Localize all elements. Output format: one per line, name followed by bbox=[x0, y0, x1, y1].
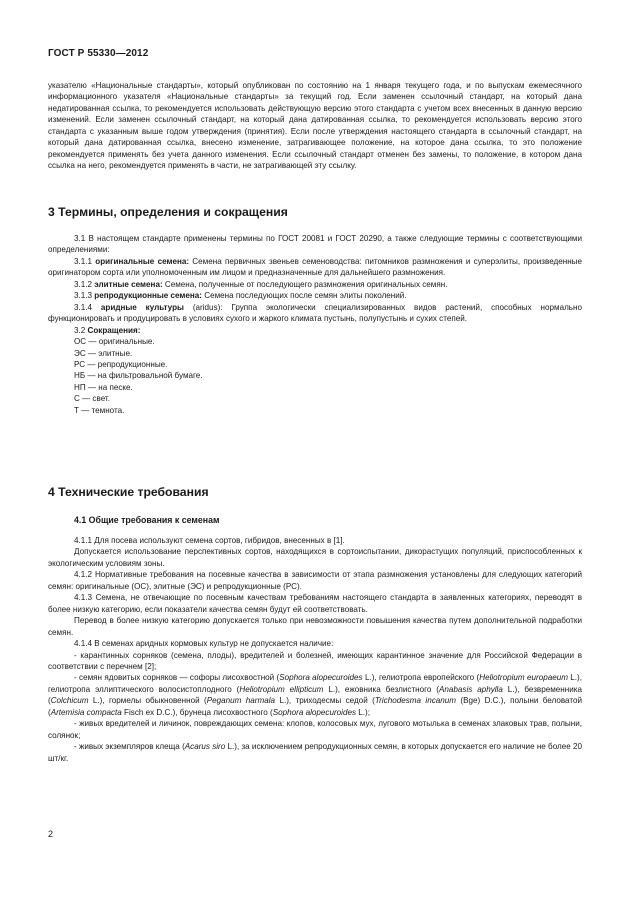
term-3-1-1 bbox=[48, 256, 582, 279]
latin-name: Heliotropium ellipticum bbox=[239, 684, 324, 694]
abbrev-item: Т — темнота. bbox=[74, 405, 125, 415]
text-run: L.), гелиотропа эллиптического волосистоплодного ( bbox=[48, 673, 582, 694]
list-item-mites bbox=[48, 741, 582, 764]
text-run: Fisch ex D.C.), брунеца лисохвостного ( bbox=[121, 707, 273, 717]
section-4-title-block bbox=[48, 485, 582, 499]
section-4-title: 4 Технические требования bbox=[48, 485, 209, 499]
text-run: L.), безвременника ( bbox=[48, 684, 582, 706]
latin-name: Colchicum bbox=[50, 696, 89, 706]
section-3-title-block bbox=[48, 205, 582, 219]
list-item-quarantine: - карантинных сорняков (семена, плоды), вредителей и болезней, имеющих карантинное значение для Российской Федерации в соответствии с перечнем [2]; bbox=[48, 650, 582, 671]
term-def: (aridus): Группа экологически специализированных видов растений, способных нормально функционировать и продуцировать в условиях сухого и жаркого климата пустынь, полупустынь и сухих степей. bbox=[48, 302, 582, 324]
para-label: Сокращения: bbox=[87, 325, 141, 335]
term-name: репродукционные семена: bbox=[94, 291, 202, 301]
para-4-1-1: 4.1.1 Для посева используют семена сортов, гибридов, внесенных в [1]. bbox=[74, 536, 345, 545]
intro-paragraph: указателю «Национальные стандарты», который опубликован по состоянию на 1 января текущего года, и по выпускам ежемесячного информационного указателя «Национальные стандарты» за текущий год. Если заменен ссылочный стандарт, на который дана недатированная ссылка, то рекомендуется использовать действующую версию этого стандарта с учетом всех внесенных в данную версию изменений. Если заменен ссылочный стандарт, на который дана датированная ссылка, то рекомендуется использовать версию этого стандарта с указанным выше годом утверждения (принятия). Если после утверждения настоящего стандарта в ссылочный стандарт, на который дана датированная ссылка, внесено изменение, затрагивающее положение, на которое дана ссылка, то это положение рекомендуется применять без учета данного изменения. Если ссылочный стандарт отменен без замены, то положение, в котором дана ссылка на него, рекомендуется применять в части, не затрагивающей эту ссылку. bbox=[48, 81, 582, 171]
text-run: L.), гормелы обыкновенной ( bbox=[88, 696, 207, 706]
text-run: - живых экземпляров клеща ( bbox=[74, 742, 185, 752]
term-3-1-3 bbox=[48, 290, 582, 301]
term-num: 3.1.4 bbox=[74, 302, 101, 312]
text-run: L.), триходесмы седой ( bbox=[275, 696, 375, 706]
abbrev-item: С — свет. bbox=[74, 394, 110, 404]
term-def: Семена, полученные от последующего размножения оригинальных семян. bbox=[162, 279, 448, 289]
text-run: - семян ядовитых сорняков — софоры лисохвостной ( bbox=[74, 673, 280, 683]
abbrev-item: ЭС — элитные. bbox=[74, 348, 133, 358]
text-run: L.); bbox=[356, 707, 370, 717]
para-num: 3.2 bbox=[74, 325, 88, 335]
para-4-1-3-b: Перевод в более низкую категорию допускается только при невозможности повышения качества путем дополнительной подработки семян. bbox=[48, 616, 582, 637]
subsection-4-1-title: 4.1 Общие требования к семенам bbox=[74, 515, 220, 525]
text-run: (Bge) D.C.), полыни беловатой ( bbox=[48, 696, 583, 717]
term-num: 3.1.1 bbox=[74, 256, 96, 266]
text-run: L.), за исключением репродукционных семян, в которых допускается его наличие не более 20 шт/кг. bbox=[48, 742, 582, 763]
latin-name: Sophora alopecuroides bbox=[279, 673, 363, 683]
para-4-1-4: 4.1.4 В семенах аридных кормовых культур не допускается наличие: bbox=[74, 639, 334, 649]
text-run: L.), ежовника безлистного ( bbox=[323, 684, 439, 694]
latin-name: Anabasis aphylla bbox=[439, 684, 503, 694]
abbrev-item: РС — репродукционные. bbox=[74, 359, 168, 369]
para-4-1-1-b: Допускается использование перспективных сортов, находящихся в сортоиспытании, дикорастущих популяций, приспособленных к экологическим условиям зоны. bbox=[48, 547, 582, 568]
abbrev-item: НБ — на фильтровальной бумаге. bbox=[74, 371, 203, 381]
term-def: Семена первичных звеньев семеноводства: питомников размножения и суперэлиты, произведенные оригинатором сорта или уполномоченным им лицом и предназначенные для дальнейшего размножения. bbox=[48, 256, 582, 278]
section-3-body bbox=[48, 233, 582, 416]
term-name: элитные семена: bbox=[94, 279, 163, 289]
list-item-pests: - живых вредителей и личинок, повреждающих семена: клопов, колосовых мух, лугового мотылька в семенах злаковых трав, полыни, солянок; bbox=[48, 719, 582, 740]
list-item-toxic-weeds bbox=[48, 672, 582, 718]
abbrev-item: НП — на песке. bbox=[74, 382, 133, 392]
term-3-1-4 bbox=[48, 302, 582, 325]
latin-name: Peganum harmala bbox=[206, 696, 276, 706]
page-number: 2 bbox=[48, 829, 54, 839]
para-4-1-3: 4.1.3 Семена, не отвечающие по посевным качествам требованиям настоящего стандарта в заявленных категориях, переводят в более низкую категорию, если показатели качества семян будут ей соответствовать. bbox=[48, 593, 582, 614]
term-name: оригинальные семена: bbox=[95, 256, 190, 266]
latin-name: Sophora alopecuroides bbox=[272, 707, 356, 717]
subsection-4-1-block bbox=[48, 515, 582, 525]
latin-name: Trichodesma incanum bbox=[374, 696, 456, 706]
latin-name: Artemisia compacta bbox=[50, 707, 122, 717]
section-3-title: 3 Термины, определения и сокращения bbox=[48, 205, 288, 219]
para-3-1: 3.1 В настоящем стандарте применены термины по ГОСТ 20081 и ГОСТ 20290, а также следующие термины с соответствующими определениями: bbox=[48, 234, 582, 255]
document-header: ГОСТ Р 55330—2012 bbox=[48, 48, 149, 59]
latin-name: Heliotropium europaeum bbox=[479, 673, 568, 683]
abbrev-item: ОС — оригинальные. bbox=[74, 337, 155, 347]
latin-name: Acarus siro bbox=[184, 742, 226, 752]
intro-paragraph-block bbox=[48, 80, 582, 172]
section-4-body bbox=[48, 535, 582, 764]
term-num: 3.1.3 bbox=[74, 291, 95, 301]
term-name: аридные культуры bbox=[100, 302, 184, 312]
term-3-1-2 bbox=[48, 279, 582, 290]
term-def: Семена последующих после семян элиты поколений. bbox=[201, 291, 407, 301]
para-3-2 bbox=[48, 325, 582, 336]
para-4-1-2: 4.1.2 Нормативные требования на посевные качества в зависимости от этапа размножения установлены для следующих категорий семян: оригинальные (ОС), элитные (ЭС) и репродукционные (РС). bbox=[48, 570, 582, 591]
term-num: 3.1.2 bbox=[74, 279, 95, 289]
text-run: L.), гелиотропа европейского ( bbox=[362, 673, 480, 683]
